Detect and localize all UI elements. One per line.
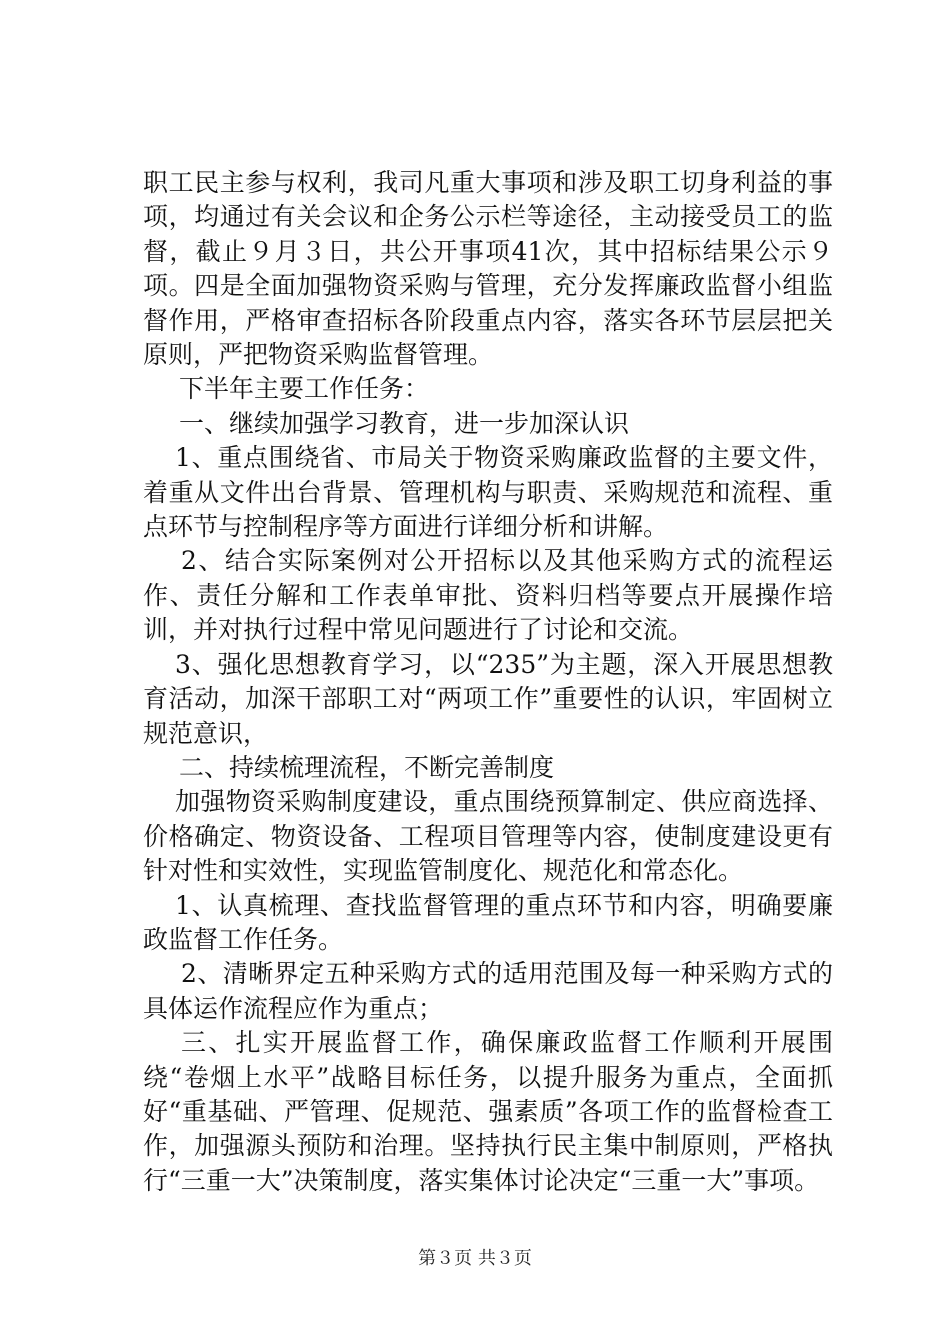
paragraph-1: 职工民主参与权利，我司凡重大事项和涉及职工切身利益的事项，均通过有关会议和企务公示栏等途径，主动接受员工的监督，截止９月３日，共公开事项41次，其中招标结果公示９项。四是全面加强物资采购与管理，充分发挥廉政监督小组监督作用，严格审查招标各阶段重点内容，落实各环节层层把关原则，严把物资采购监督管理。 xyxy=(143,168,833,370)
paragraph-item-1-1: 1、重点围绕省、市局关于物资采购廉政监督的主要文件，着重从文件出台背景、管理机构与职责、采购规范和流程、重点环节与控制程序等方面进行详细分析和讲解。 xyxy=(143,443,833,542)
paragraph-item-2-1: 1、认真梳理、查找监督管理的重点环节和内容，明确要廉政监督工作任务。 xyxy=(143,890,833,954)
document-body xyxy=(143,166,833,1198)
section-heading-1: 一、继续加强学习教育，进一步加深认识 xyxy=(179,408,630,438)
section-heading-3-body: 三、扎实开展监督工作，确保廉政监督工作顺利开展围绕“卷烟上水平”战略目标任务，以提升服务为重点，全面抓好“重基础、严管理、促规范、强素质”各项工作的监督检查工作，加强源头预防和治理。坚持执行民主集中制原则，严格执行“三重一大”决策制度，落实集体讨论决定“三重一大”事项。 xyxy=(143,1028,833,1195)
paragraph-section-2-body: 加强物资采购制度建设，重点围绕预算制定、供应商选择、价格确定、物资设备、工程项目管理等内容，使制度建设更有针对性和实效性，实现监管制度化、规范化和常态化。 xyxy=(143,787,833,886)
paragraph-heading-tasks: 下半年主要工作任务： xyxy=(179,374,430,404)
page-footer: 第３页 共３页 xyxy=(418,1248,532,1269)
paragraph-item-1-2: 2、结合实际案例对公开招标以及其他采购方式的流程运作、责任分解和工作表单审批、资料归档等要点开展操作培训，并对执行过程中常见问题进行了讨论和交流。 xyxy=(143,546,833,645)
paragraph-item-2-2: 2、清晰界定五种采购方式的适用范围及每一种采购方式的具体运作流程应作为重点； xyxy=(143,959,833,1023)
section-heading-2: 二、持续梳理流程，不断完善制度 xyxy=(179,752,555,782)
paragraph-item-1-3: 3、强化思想教育学习，以“235”为主题，深入开展思想教育活动，加深干部职工对“两项工作”重要性的认识，牢固树立规范意识， xyxy=(143,649,833,748)
